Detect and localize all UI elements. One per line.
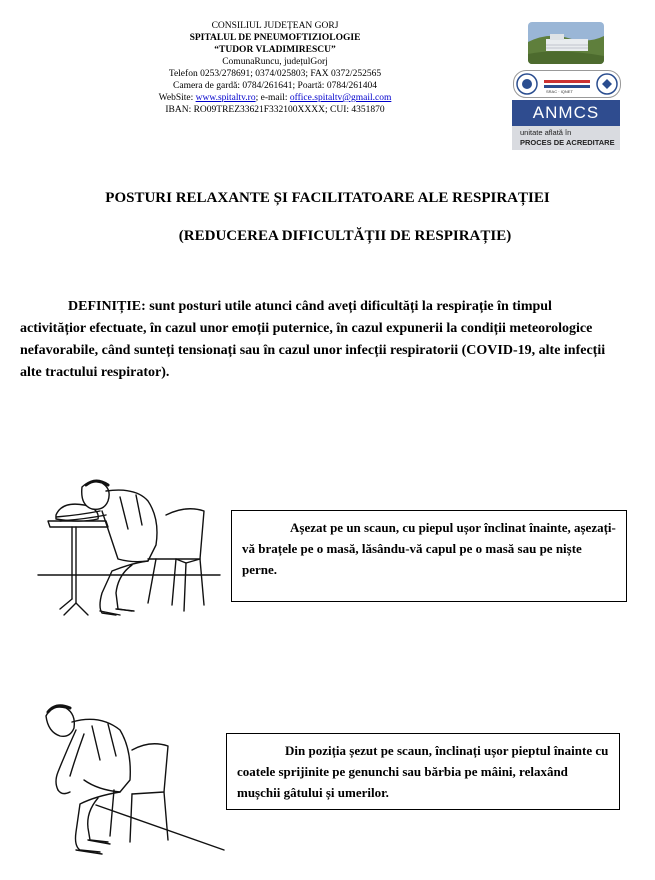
anmcs-wordmark: ANMCS — [532, 103, 600, 122]
header-guard-phone: Camera de gardă: 0784/261641; Poartă: 0784/261404 — [173, 81, 377, 91]
document-subtitle: (REDUCEREA DIFICULTĂȚII DE RESPIRAȚIE) — [178, 228, 512, 244]
posture-illustration-elbows-on-knees — [36, 700, 226, 865]
definition-text: sunt posturi utile atunci când aveți dificultăți la respirație în timpul activitățior efectuate, în cazul unor emoții puternice, în cazul expunerii la condiții meteorologice nefavorabile, când sunteți tensionați sau în cazul unor infecții respiratorii (COVID-19, alte infecții alte tractului respirator). — [20, 299, 606, 380]
definition-paragraph — [20, 296, 620, 384]
hospital-photo — [528, 22, 604, 64]
website-link[interactable]: www.spitaltv.ro — [195, 93, 256, 103]
header-phone: Telefon 0253/278691; 0374/025803; FAX 0372/252565 — [168, 69, 382, 79]
anmcs-caption-line1: unitate aflată în — [520, 128, 572, 137]
posture-1-description: Așezat pe un scaun, cu piepul ușor înclinat înainte, așezați-vă brațele pe o masă, lăsându-vă capul pe o masă sau pe niște perne. — [231, 510, 627, 602]
email-link[interactable]: office.spitaltv@gmail.com — [289, 93, 392, 103]
posture-2-description: Din poziția șezut pe scaun, înclinați ușor pieptul înainte cu coatele sprijinite pe genunchi sau bărbia pe mâini, relaxând mușchii gâtului și umerilor. — [226, 733, 620, 810]
header-council: CONSILIUL JUDEȚEAN GORJ — [211, 21, 339, 31]
header-hospital-name: SPITALUL DE PNEUMOFTIZIOLOGIE — [189, 33, 361, 43]
document-title: POSTURI RELAXANTE ȘI FACILITATOARE ALE RESPIRAȚIEI — [105, 190, 550, 206]
definition-label: DEFINIȚIE: — [68, 299, 146, 314]
header-iban: IBAN: RO09TREZ33621F332100XXXX; CUI: 4351870 — [165, 105, 385, 115]
posture-illustration-table — [36, 475, 222, 621]
header-contact: WebSite: www.spitaltv.ro; e-mail: office.spitaltv@gmail.com — [158, 93, 392, 103]
certification-seal: SRAC · IQNET — [513, 70, 621, 98]
header-hospital-subtitle: “TUDOR VLADIMIRESCU” — [214, 45, 336, 55]
anmcs-logo — [512, 100, 620, 150]
header-address: ComunaRuncu, județulGorj — [222, 57, 328, 67]
hospital-header — [110, 20, 440, 116]
anmcs-caption-line2: PROCES DE ACREDITARE — [520, 138, 615, 147]
